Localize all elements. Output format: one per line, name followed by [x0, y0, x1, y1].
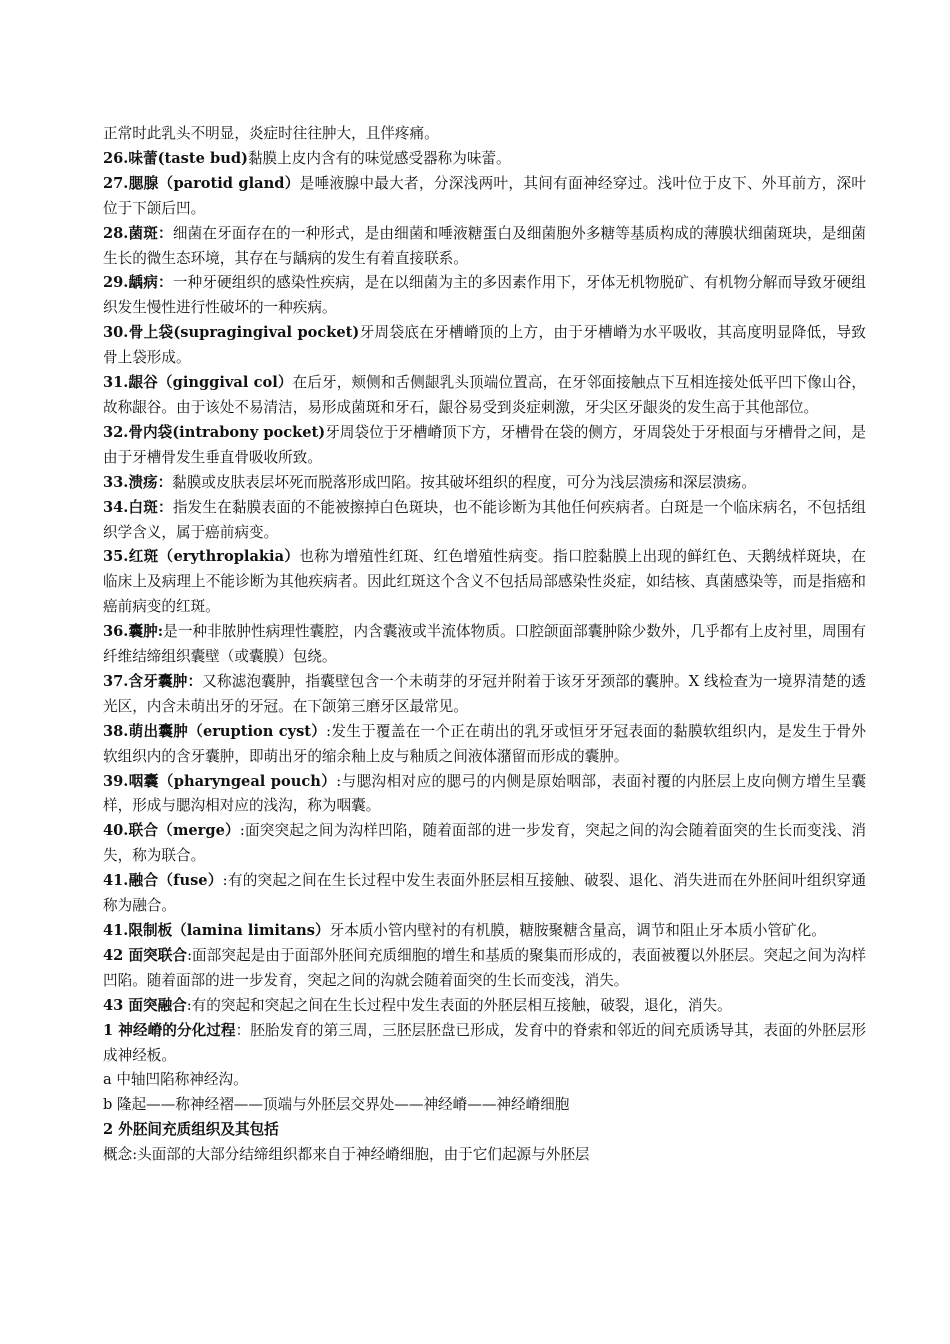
term: 29.龋病： [103, 274, 173, 292]
section-heading [103, 1118, 866, 1143]
paragraph [103, 321, 866, 371]
definition: 正常时此乳头不明显，炎症时往往肿大，且伴疼痛。 [103, 125, 439, 142]
paragraph [103, 471, 866, 496]
paragraph [103, 421, 866, 471]
definition: a 中轴凹陷称神经沟。 [103, 1071, 248, 1089]
paragraph [103, 271, 866, 321]
paragraph [103, 545, 866, 620]
definition: 黏膜或皮肤表层坏死而脱落形成凹陷。按其破坏组织的程度，可分为浅层溃疡和深层溃疡。 [172, 473, 756, 491]
term: 32.骨内袋(intrabony pocket) [103, 423, 326, 441]
definition: ：胚胎发育的第三周，三胚层胚盘已形成，发育中的脊索和邻近的间充质诱导其，表面的外胚层形成神经板。 [103, 1021, 866, 1064]
paragraph [103, 770, 866, 820]
term: 28.菌斑： [103, 224, 173, 242]
definition: 细菌在牙面存在的一种形式，是由细菌和唾液糖蛋白及细菌胞外多糖等基质构成的薄膜状细菌斑块，是细菌生长的微生态环境，其存在与龋病的发生有着直接联系。 [103, 224, 866, 267]
term: 35.红斑（erythroplakia） [103, 548, 300, 566]
term: 34.白斑： [103, 498, 173, 516]
definition: b 隆起——称神经褶——顶端与外胚层交界处——神经嵴——神经嵴细胞 [103, 1096, 570, 1114]
definition: 一种牙硬组织的感染性疾病，是在以细菌为主的多因素作用下，牙体无机物脱矿、有机物分解而导致牙硬组织发生慢性进行性破坏的一种疾病。 [103, 274, 866, 317]
paragraph [103, 496, 866, 546]
term: 42 面突联合 [103, 946, 188, 964]
definition: 在后牙，颊侧和舌侧龈乳头顶端位置高，在牙邻面接触点下互相连接处低平凹下像山谷，故称龈谷。由于该处不易清洁，易形成菌斑和牙石，龈谷易受到炎症刺激，牙尖区牙龈炎的发生高于其他部位。 [103, 374, 866, 416]
paragraph [103, 919, 866, 944]
term: 1 神经嵴的分化过程 [103, 1021, 236, 1039]
paragraph [103, 720, 866, 770]
term: 40.联合（merge） [103, 822, 240, 840]
term: 37.含牙囊肿： [103, 672, 203, 690]
definition: 牙周袋底在牙槽嵴顶的上方，由于牙槽嵴为水平吸收，其高度明显降低，导致骨上袋形成。 [103, 324, 866, 367]
paragraph [103, 147, 866, 172]
paragraph [103, 620, 866, 670]
definition: 概念:头面部的大部分结缔组织都来自于神经嵴细胞，由于它们起源与外胚层 [103, 1146, 590, 1164]
term: 38.萌出囊肿（eruption cyst） [103, 722, 327, 740]
term: 30.骨上袋(supragingival pocket) [103, 324, 360, 342]
definition: :发生于覆盖在一个正在萌出的乳牙或恒牙牙冠表面的黏膜软组织内，是发生于骨外软组织内的含牙囊肿，即萌出牙的缩余釉上皮与釉质之间液体潴留而形成的囊肿。 [103, 722, 867, 765]
paragraph [103, 944, 866, 994]
term: 26.味蕾(taste bud) [103, 149, 248, 167]
definition: 是一种非脓肿性病理性囊腔，内含囊液或半流体物质。口腔颌面部囊肿除少数外，几乎都有上皮衬里，周围有纤维结缔组织囊壁（或囊膜）包绕。 [103, 623, 866, 666]
paragraph [103, 819, 866, 869]
paragraph [103, 869, 866, 919]
paragraph [103, 1093, 866, 1118]
definition: :面部突起是由于面部外胚间充质细胞的增生和基质的聚集而形成的，表面被覆以外胚层。突起之间为沟样凹陷。随着面部的进一步发育，突起之间的沟就会随着面突的生长而变浅，消失。 [103, 946, 867, 989]
paragraph [103, 994, 866, 1019]
definition: :面突突起之间为沟样凹陷，随着面部的进一步发育，突起之间的沟会随着面突的生长而变浅、消失，称为联合。 [103, 822, 867, 865]
term: 31.龈谷（ginggival col） [103, 374, 293, 392]
definition: 又称滤泡囊肿，指囊壁包含一个未萌芽的牙冠并附着于该牙牙颈部的囊肿。X 线检查为一境界清楚的透光区，内含未萌出牙的牙冠。在下颌第三磨牙区最常见。 [103, 672, 866, 715]
paragraph [103, 670, 866, 720]
term: 41.限制板（lamina limitans） [103, 922, 330, 939]
definition: :有的突起之间在生长过程中发生表面外胚层相互接触、破裂、退化、消失进而在外胚间叶组织穿通称为融合。 [103, 872, 866, 915]
term: 33.溃疡： [103, 473, 173, 491]
definition: 黏膜上皮内含有的味觉感受器称为味蕾。 [247, 149, 511, 167]
paragraph [103, 122, 866, 147]
term: 43 面突融合 [103, 996, 187, 1014]
definition: :与腮沟相对应的腮弓的内侧是原始咽部，表面衬覆的内胚层上皮向侧方增生呈囊样，形成与腮沟相对应的浅沟，称为咽囊。 [103, 772, 867, 815]
definition: 牙周袋位于牙槽嵴顶下方，牙槽骨在袋的侧方，牙周袋处于牙根面与牙槽骨之间，是由于牙槽骨发生垂直骨吸收所致。 [103, 423, 866, 466]
definition: 指发生在黏膜表面的不能被擦掉白色斑块，也不能诊断为其他任何疾病者。白斑是一个临床病名，不包括组织学含义，属于癌前病变。 [103, 498, 866, 541]
paragraph [103, 222, 866, 272]
term: 36.囊肿: [103, 623, 164, 641]
paragraph [103, 172, 866, 222]
paragraph [103, 1143, 866, 1168]
paragraph [103, 1068, 866, 1093]
paragraph [103, 1019, 866, 1069]
definition: :有的突起和突起之间在生长过程中发生表面的外胚层相互接触，破裂，退化，消失。 [186, 996, 732, 1014]
term: 41.融合（fuse） [103, 872, 223, 890]
term: 39.咽囊（pharyngeal pouch） [103, 772, 337, 790]
term: 27.腮腺（parotid gland） [103, 174, 300, 192]
definition: 也称为增殖性红斑、红色增殖性病变。指口腔黏膜上出现的鲜红色、天鹅绒样斑块，在临床上及病理上不能诊断为其他疾病者。因此红斑这个含义不包括局部感染性炎症，如结核、真菌感染等，而是指癌和癌前病变的红斑。 [103, 548, 866, 616]
definition: 牙本质小管内壁衬的有机膜，糖胺聚糖含量高，调节和阻止牙本质小管矿化。 [329, 922, 826, 939]
definition: 是唾液腺中最大者，分深浅两叶，其间有面神经穿过。浅叶位于皮下、外耳前方，深叶位于下颌后凹。 [103, 174, 866, 217]
term: 2 外胚间充质组织及其包括 [103, 1121, 279, 1139]
paragraph [103, 371, 866, 421]
